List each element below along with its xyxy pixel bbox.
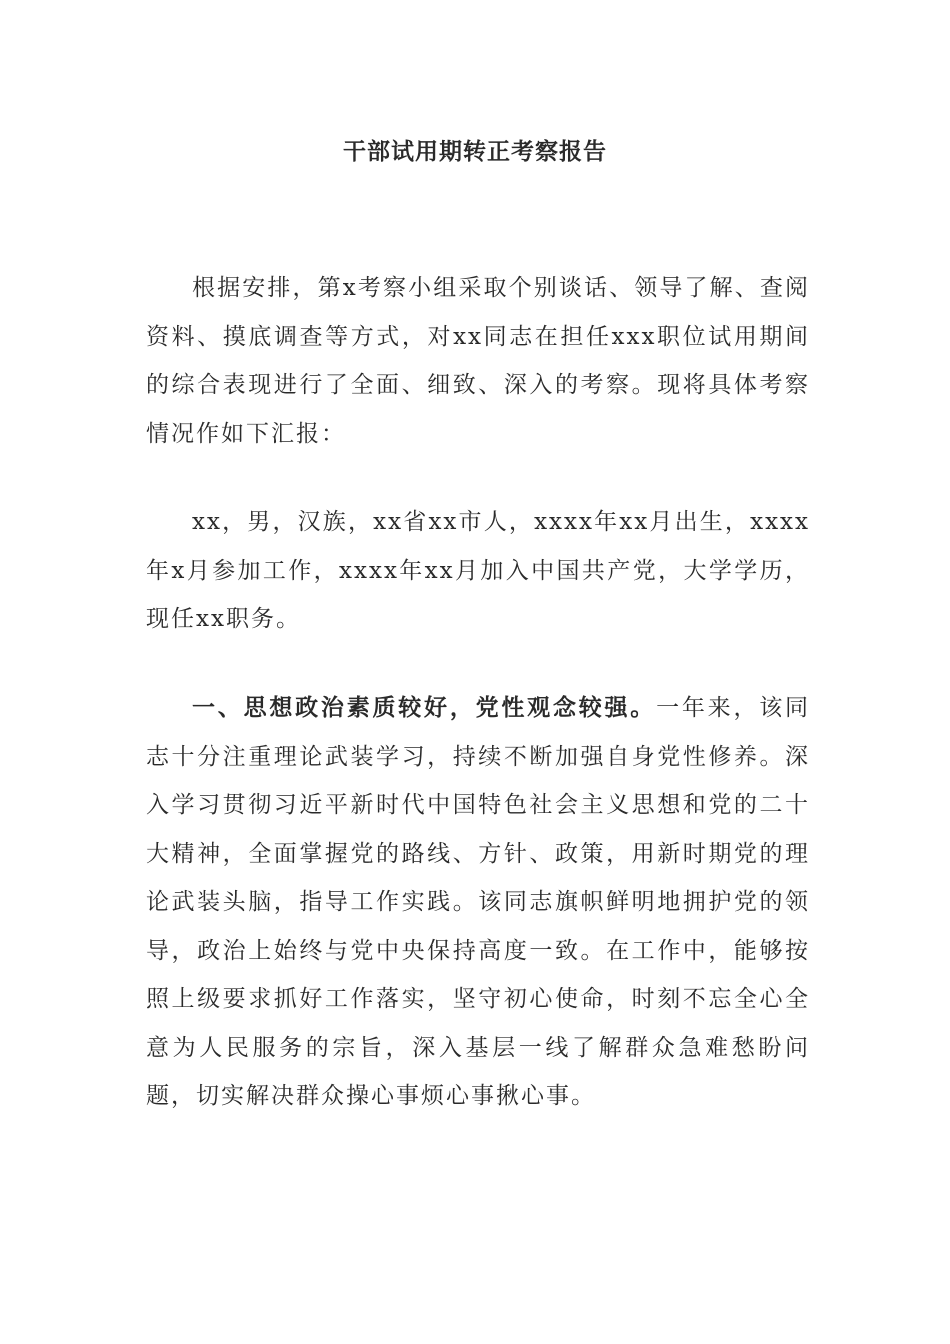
- section-one-paragraph: [146, 684, 810, 1121]
- paragraph-profile: [146, 498, 810, 644]
- document-title: 干部试用期转正考察报告: [343, 138, 607, 165]
- paragraph-profile-text: xx，男，汉族，xx省xx市人，xxxx年xx月出生，xxxx年x月参加工作，xxxx年xx月加入中国共产党，大学学历，现任xx职务。: [146, 509, 810, 632]
- section-one-heading: 一、思想政治素质较好，党性观念较强。: [192, 694, 657, 721]
- paragraph-section-one: [146, 684, 810, 1121]
- paragraph-intro-text: 根据安排，第x考察小组采取个别谈话、领导了解、查阅资料、摸底调查等方式，对xx同志在担任xxx职位试用期间的综合表现进行了全面、细致、深入的考察。现将具体考察情况作如下汇报：: [146, 275, 810, 447]
- paragraph-intro: [146, 264, 810, 458]
- section-one-text: 一年来，该同志十分注重理论武装学习，持续不断加强自身党性修养。深入学习贯彻习近平新时代中国特色社会主义思想和党的二十大精神，全面掌握党的路线、方针、政策，用新时期党的理论武装头脑，指导工作实践。该同志旗帜鲜明地拥护党的领导，政治上始终与党中央保持高度一致。在工作中，能够按照上级要求抓好工作落实，坚守初心使命，时刻不忘全心全意为人民服务的宗旨，深入基层一线了解群众急难愁盼问题，切实解决群众操心事烦心事揪心事。: [146, 695, 811, 1109]
